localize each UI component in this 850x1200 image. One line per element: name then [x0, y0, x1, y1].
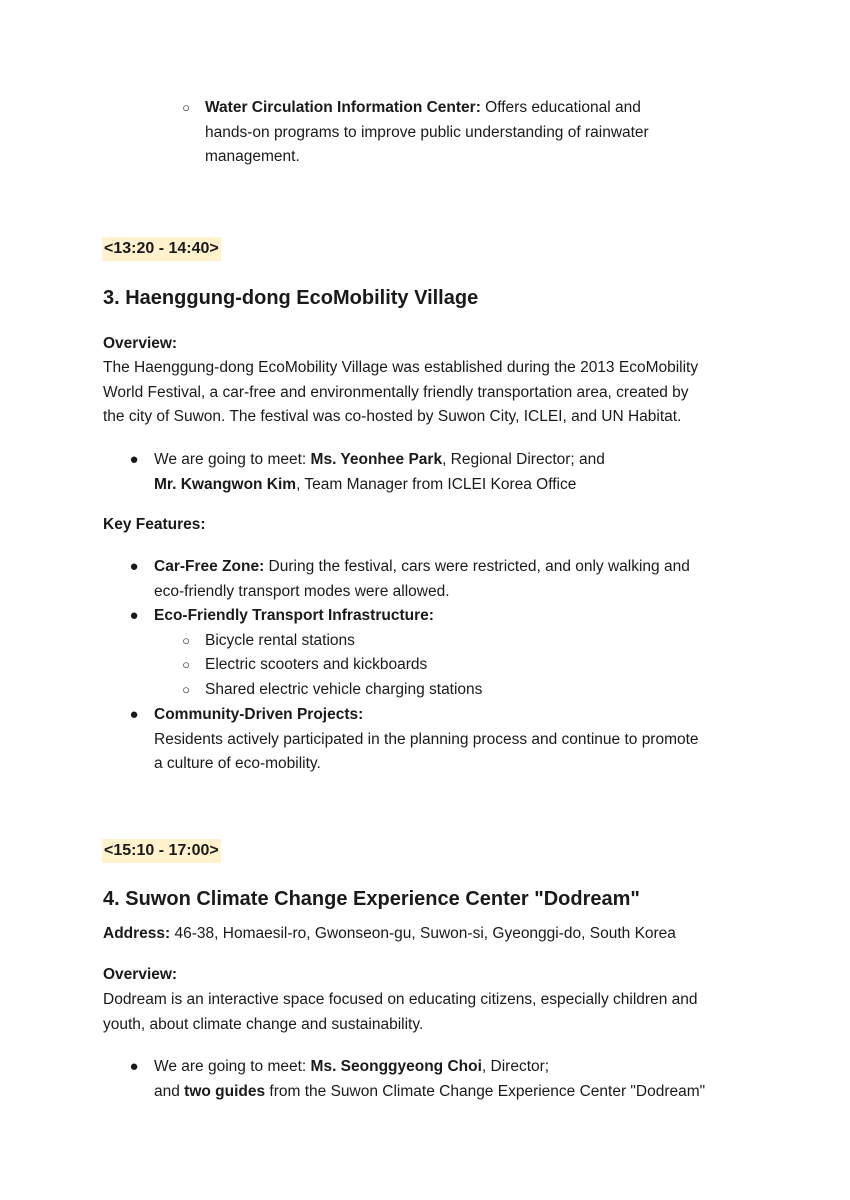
meet-person-name: Ms. Yeonhee Park: [310, 451, 443, 468]
community-label: Community-Driven Projects:: [154, 706, 364, 723]
infra-subitem: Shared electric vehicle charging stations: [205, 681, 483, 698]
hollow-bullet-icon: ○: [182, 682, 190, 697]
section3-overview-line: World Festival, a car-free and environmentally friendly transportation area, created by: [103, 383, 689, 401]
filled-bullet-icon: ●: [129, 706, 139, 723]
section3-meet-item: [154, 448, 774, 497]
filled-bullet-icon: ●: [129, 1058, 139, 1075]
section3-overview-label: Overview:: [103, 335, 178, 352]
infra-subitem: Bicycle rental stations: [205, 632, 355, 649]
hollow-bullet-icon: ○: [182, 633, 190, 648]
water-center-text-line2: hands-on programs to improve public understanding of rainwater: [205, 123, 649, 141]
water-center-item: [205, 96, 765, 170]
section4-address: [103, 922, 803, 947]
hollow-bullet-icon: ○: [182, 657, 190, 672]
section4-meet-item: [154, 1055, 794, 1104]
section4-overview-line: Dodream is an interactive space focused on educating citizens, especially children and: [103, 991, 698, 1008]
address-label: Address:: [103, 925, 171, 942]
address-value: 46-38, Homaesil-ro, Gwonseon-gu, Suwon-si, Gyeonggi-do, South Korea: [170, 925, 676, 942]
filled-bullet-icon: ●: [129, 607, 139, 624]
section3-overview-line: the city of Suwon. The festival was co-hosted by Suwon City, ICLEI, and UN Habitat.: [103, 408, 682, 425]
water-center-text: Offers educational and: [480, 99, 641, 116]
community-text-line2: a culture of eco-mobility.: [154, 755, 321, 772]
carfree-text: During the festival, cars were restricted, and only walking and: [264, 558, 690, 575]
meet-prefix: We are going to meet:: [154, 451, 311, 468]
meet-person-role: , Director;: [481, 1058, 550, 1075]
meet-person-role: from the Suwon Climate Change Experience Center "Dodream": [265, 1082, 706, 1100]
water-center-label: Water Circulation Information Center:: [205, 99, 481, 116]
section3-overview-text: [103, 356, 783, 430]
infra-label: Eco-Friendly Transport Infrastructure:: [154, 607, 434, 624]
filled-bullet-icon: ●: [129, 558, 139, 575]
section3-time-badge: <13:20 - 14:40>: [102, 237, 221, 261]
carfree-item: [154, 555, 774, 604]
meet-person-role: , Regional Director; and: [442, 451, 605, 468]
section4-overview-label: Overview:: [103, 966, 178, 983]
meet-prefix: We are going to meet:: [154, 1058, 311, 1075]
meet-person-name: Mr. Kwangwon Kim: [154, 475, 297, 493]
carfree-label: Car-Free Zone:: [154, 558, 265, 575]
section3-overview-line: The Haenggung-dong EcoMobility Village was established during the 2013 EcoMobility: [103, 359, 699, 376]
section3-title: 3. Haenggung-dong EcoMobility Village: [103, 287, 479, 309]
meet-person-role: , Team Manager from ICLEI Korea Office: [296, 475, 577, 493]
meet-person-name: two guides: [184, 1082, 266, 1100]
section4-overview-line: youth, about climate change and sustainability.: [103, 1015, 424, 1033]
water-center-text-line3: management.: [205, 148, 300, 165]
carfree-text-line2: eco-friendly transport modes were allowed.: [154, 582, 450, 600]
community-item: [154, 703, 774, 777]
hollow-bullet-icon: ○: [182, 100, 190, 115]
section4-time-badge: <15:10 - 17:00>: [102, 839, 221, 863]
community-text-line1: Residents actively participated in the planning process and continue to promote: [154, 730, 699, 748]
infra-subitem: Electric scooters and kickboards: [205, 656, 428, 673]
section4-title: 4. Suwon Climate Change Experience Center "Dodream": [103, 888, 640, 910]
section4-overview-text: [103, 988, 783, 1037]
key-features-label: Key Features:: [103, 516, 206, 533]
meet-and: and: [154, 1082, 185, 1100]
filled-bullet-icon: ●: [129, 451, 139, 468]
meet-person-name: Ms. Seonggyeong Choi: [310, 1058, 482, 1075]
